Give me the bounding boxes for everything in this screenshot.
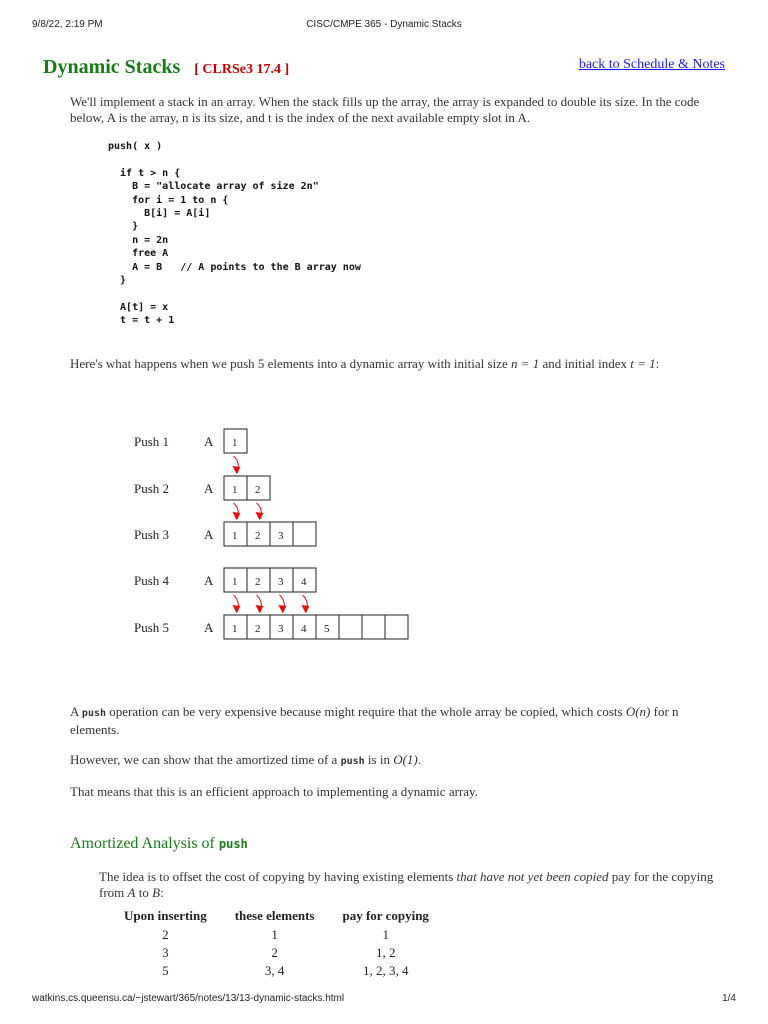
section-heading-text: Amortized Analysis of (70, 835, 219, 852)
push-row-label: Push 2 (134, 481, 170, 496)
copy-arrowhead (256, 605, 264, 613)
idea-text-pre: The idea is to offset the cost of copying by having existing elements (99, 869, 457, 884)
cell-value: 2 (255, 484, 261, 496)
amortized-claim-post: . (417, 752, 422, 767)
table-cell: 2 (271, 945, 278, 960)
amortized-cost-expression: O(1) (393, 752, 418, 767)
cell-value: 4 (301, 576, 307, 588)
column-header: these elements (234, 908, 315, 923)
cost-expression: O(n) (625, 704, 651, 719)
table-cell: 1 (382, 927, 389, 942)
amortized-claim-pre: However, we can show that the amortized time of a (70, 752, 341, 767)
array-cell (339, 615, 362, 639)
print-page-number: 1/4 (722, 993, 736, 1004)
table-cell: 1 (271, 927, 278, 942)
copy-arrowhead (233, 466, 241, 474)
array-label: A (204, 573, 214, 588)
array-b-symbol: B (152, 885, 161, 900)
cell-value: 1 (232, 437, 238, 449)
cell-value: 2 (255, 623, 261, 635)
expensive-paragraph (70, 704, 730, 738)
page-title-text: Dynamic Stacks (43, 56, 181, 78)
pushes-intro-end: : (655, 356, 660, 371)
push-row-label: Push 4 (134, 573, 170, 588)
cell-value: 3 (278, 576, 284, 588)
cell-value: 1 (232, 576, 238, 588)
cell-value: 3 (278, 530, 284, 542)
cell-value: 5 (324, 623, 330, 635)
array-cell (385, 615, 408, 639)
array-label: A (204, 434, 214, 449)
idea-text-end: : (160, 885, 164, 900)
column-header: pay for copying (342, 908, 429, 923)
payment-table (110, 906, 443, 980)
copy-arrowhead (233, 605, 241, 613)
push-inline-code: push (340, 756, 365, 767)
cell-value: 3 (278, 623, 284, 635)
cell-value: 1 (232, 484, 238, 496)
cell-value: 1 (232, 623, 238, 635)
copy-arrowhead (302, 605, 310, 613)
amortized-analysis-heading (70, 835, 248, 853)
expensive-text-mid: operation can be very expensive because might require that the whole array be copied, which costs (106, 704, 626, 719)
push-row-label: Push 3 (134, 527, 170, 542)
efficiency-note: That means that this is an efficient approach to implementing a dynamic array. (70, 784, 478, 799)
column-header: Upon inserting (124, 908, 207, 923)
table-cell: 1, 2 (375, 945, 396, 960)
copy-arrowhead (233, 512, 241, 520)
back-to-schedule-link[interactable]: back to Schedule & Notes (578, 57, 725, 72)
array-label: A (204, 620, 214, 635)
textbook-reference: [ CLRSe3 17.4 ] (194, 62, 290, 77)
pushes-intro-text: Here's what happens when we push 5 elements into a dynamic array with initial size (70, 356, 511, 371)
push-inline-code: push (81, 708, 107, 719)
print-url: watkins.cs.queensu.ca/~jstewart/365/notes/13/13-dynamic-stacks.html (32, 993, 345, 1004)
table-header-row (110, 906, 443, 926)
cell-value: 1 (232, 530, 238, 542)
push-row-label: Push 5 (134, 620, 170, 635)
push-code-block: push( x ) if t > n { B = "allocate array of size 2n" for i = 1 to n { B[i] = A[i] } n = 2n free A A = B // A points to the B array now } A[t] = x t = t + 1 (108, 141, 361, 327)
initial-size-expr: n = 1 (510, 356, 540, 371)
table-row (110, 962, 443, 980)
array-label: A (204, 527, 214, 542)
section-heading-code: push (218, 837, 248, 851)
expensive-text-post: for n elements. (70, 704, 679, 737)
idea-text-mid: pay for the copying from (99, 869, 714, 900)
idea-paragraph (99, 869, 739, 901)
array-cell (362, 615, 385, 639)
copy-arrowhead (256, 512, 264, 520)
table-cell: 3, 4 (264, 963, 285, 978)
cell-value: 2 (255, 530, 261, 542)
amortized-claim (70, 752, 730, 770)
array-label: A (204, 481, 214, 496)
initial-index-expr: t = 1 (630, 356, 656, 371)
print-datetime: 9/8/22, 2:19 PM (32, 19, 103, 30)
table-row (110, 944, 443, 962)
idea-emphasis: that have not yet been copied (456, 869, 609, 884)
cell-value: 2 (255, 576, 261, 588)
push-row-label: Push 1 (134, 434, 170, 449)
print-page-title: CISC/CMPE 365 - Dynamic Stacks (306, 19, 462, 30)
array-a-symbol: A (127, 885, 136, 900)
array-cell (293, 522, 316, 546)
table-cell: 1, 2, 3, 4 (362, 963, 409, 978)
cell-value: 4 (301, 623, 307, 635)
expensive-text-pre: A (70, 704, 82, 719)
pushes-intro-mid: and initial index (539, 356, 631, 371)
table-row (110, 926, 443, 944)
table-cell: 5 (162, 963, 169, 978)
copy-arrowhead (279, 605, 287, 613)
table-cell: 2 (162, 927, 169, 942)
intro-paragraph: We'll implement a stack in an array. When the stack fills up the array, the array is expanded to double its size. In the code below, A is the array, n is its size, and t is the index of the next available empty slot in A. (70, 94, 700, 125)
amortized-claim-mid: is in (364, 752, 394, 767)
idea-text-to: to (135, 885, 153, 900)
table-cell: 3 (162, 945, 169, 960)
